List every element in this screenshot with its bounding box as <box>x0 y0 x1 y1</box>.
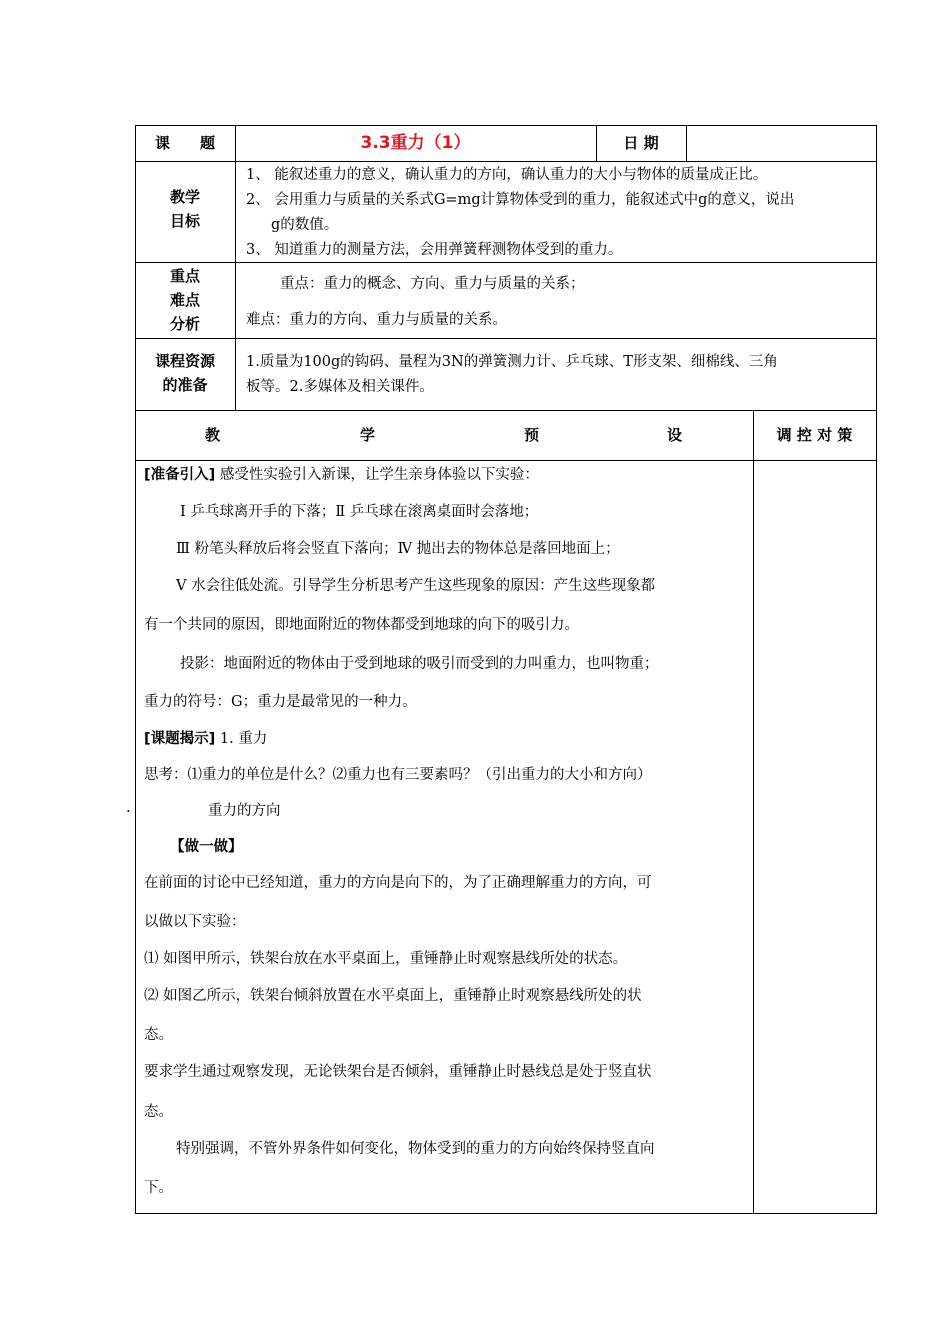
intro-paragraph <box>144 463 539 484</box>
table-line <box>135 161 877 162</box>
objective-item: 3、 知道重力的测量方法，会用弹簧秤测物体受到的重力。 <box>246 242 623 258</box>
step-text: ⑴ 如图甲所示，铁架台放在水平桌面上，重锤静止时观察悬线所处的状态。 <box>144 951 628 967</box>
think-question: 思考：⑴重力的单位是什么？⑵重力也有三要素吗？（引出重力的大小和方向） <box>144 767 652 783</box>
keypoints-label-line: 难点 <box>169 291 200 309</box>
plan-header-char: 教 <box>205 426 221 444</box>
do-it-text: 以做以下实验： <box>144 914 246 930</box>
table-line <box>135 262 877 263</box>
table-line <box>135 1213 877 1214</box>
resources-text: 1.质量为100g的钩码、量程为3N的弹簧测力计、乒乓球、T形支架、细棉线、三角 <box>246 354 778 370</box>
topic-title: 3.3重力（1） <box>360 133 471 153</box>
direction-subtitle: 重力的方向 <box>208 803 281 819</box>
reveal-tag: [课题揭示] <box>144 731 216 747</box>
objectives-label-line: 教学 <box>169 188 200 206</box>
requirement-text: 要求学生通过观察发现，无论铁架台是否倾斜，重锤静止时悬线总是处于竖直状 <box>144 1064 652 1080</box>
reveal-paragraph <box>144 727 267 748</box>
difficult-point-text: 难点：重力的方向、重力与质量的关系。 <box>246 312 507 328</box>
reveal-text: 1. 重力 <box>219 731 268 747</box>
resources-label-line: 课程资源 <box>154 352 215 370</box>
objective-item: 2、 会用重力与质量的关系式G=mg计算物体受到的重力，能叙述式中g的意义，说出 <box>246 192 795 208</box>
keypoints-label <box>135 264 235 336</box>
intro-tag: [准备引入] <box>144 467 216 483</box>
date-label: 日 期 <box>623 134 659 152</box>
table-line <box>135 338 877 339</box>
plan-header-char: 预 <box>524 426 540 444</box>
date-value[interactable] <box>686 125 876 161</box>
table-line <box>235 125 236 410</box>
experiment-line: Ⅰ 乒乓球离开手的下落；Ⅱ 乒乓球在滚离桌面时会落地； <box>180 504 539 520</box>
strategy-column[interactable] <box>754 461 876 1213</box>
do-it-text: 在前面的讨论中已经知道，重力的方向是向下的，为了正确理解重力的方向，可 <box>144 875 652 891</box>
experiment-line: Ⅴ 水会往低处流。引导学生分析思考产生这些现象的原因：产生这些现象都 <box>176 578 656 594</box>
plan-header-char: 设 <box>667 426 683 444</box>
do-it-tag: 【做一做】 <box>170 839 243 855</box>
topic-label: 课 题 <box>154 134 215 152</box>
emphasis-text: 下。 <box>144 1180 173 1196</box>
resources-text: 板等。2.多媒体及相关课件。 <box>246 379 434 395</box>
objective-item: g的数值。 <box>271 217 339 233</box>
step-text: ⑵ 如图乙所示，铁架台倾斜放置在水平桌面上，重锤静止时观察悬线所处的状 <box>144 988 642 1004</box>
experiment-line: Ⅲ 粉笔头释放后将会竖直下落向；Ⅳ 抛出去的物体总是落回地面上； <box>176 541 620 557</box>
requirement-text: 态。 <box>144 1104 173 1120</box>
resources-label <box>135 349 235 397</box>
key-point-text: 重点：重力的概念、方向、重力与质量的关系； <box>280 276 585 292</box>
step-text: 态。 <box>144 1027 173 1043</box>
table-line <box>876 125 877 1214</box>
resources-label-line: 的准备 <box>162 376 208 394</box>
emphasis-text: 特别强调，不管外界条件如何变化，物体受到的重力的方向始终保持竖直向 <box>176 1141 655 1157</box>
experiment-line: 有一个共同的原因，即地面附近的物体都受到地球的向下的吸引力。 <box>144 617 579 633</box>
projection-text: 投影：地面附近的物体由于受到地球的吸引而受到的力叫重力，也叫物重； <box>180 656 659 672</box>
strategy-header: 调 控 对 策 <box>776 426 853 444</box>
intro-text: 感受性实验引入新课，让学生亲身体验以下实验： <box>219 467 539 483</box>
objectives-label-line: 目标 <box>169 212 200 230</box>
keypoints-label-line: 分析 <box>169 315 200 333</box>
keypoints-label-line: 重点 <box>169 267 200 285</box>
objective-item: 1、 能叙述重力的意义，确认重力的方向，确认重力的大小与物体的质量成正比。 <box>246 167 768 183</box>
objectives-label <box>135 185 235 233</box>
plan-header-char: 学 <box>360 426 376 444</box>
projection-text: 重力的符号：G；重力是最常见的一种力。 <box>144 694 417 710</box>
margin-dot: . <box>126 800 131 816</box>
